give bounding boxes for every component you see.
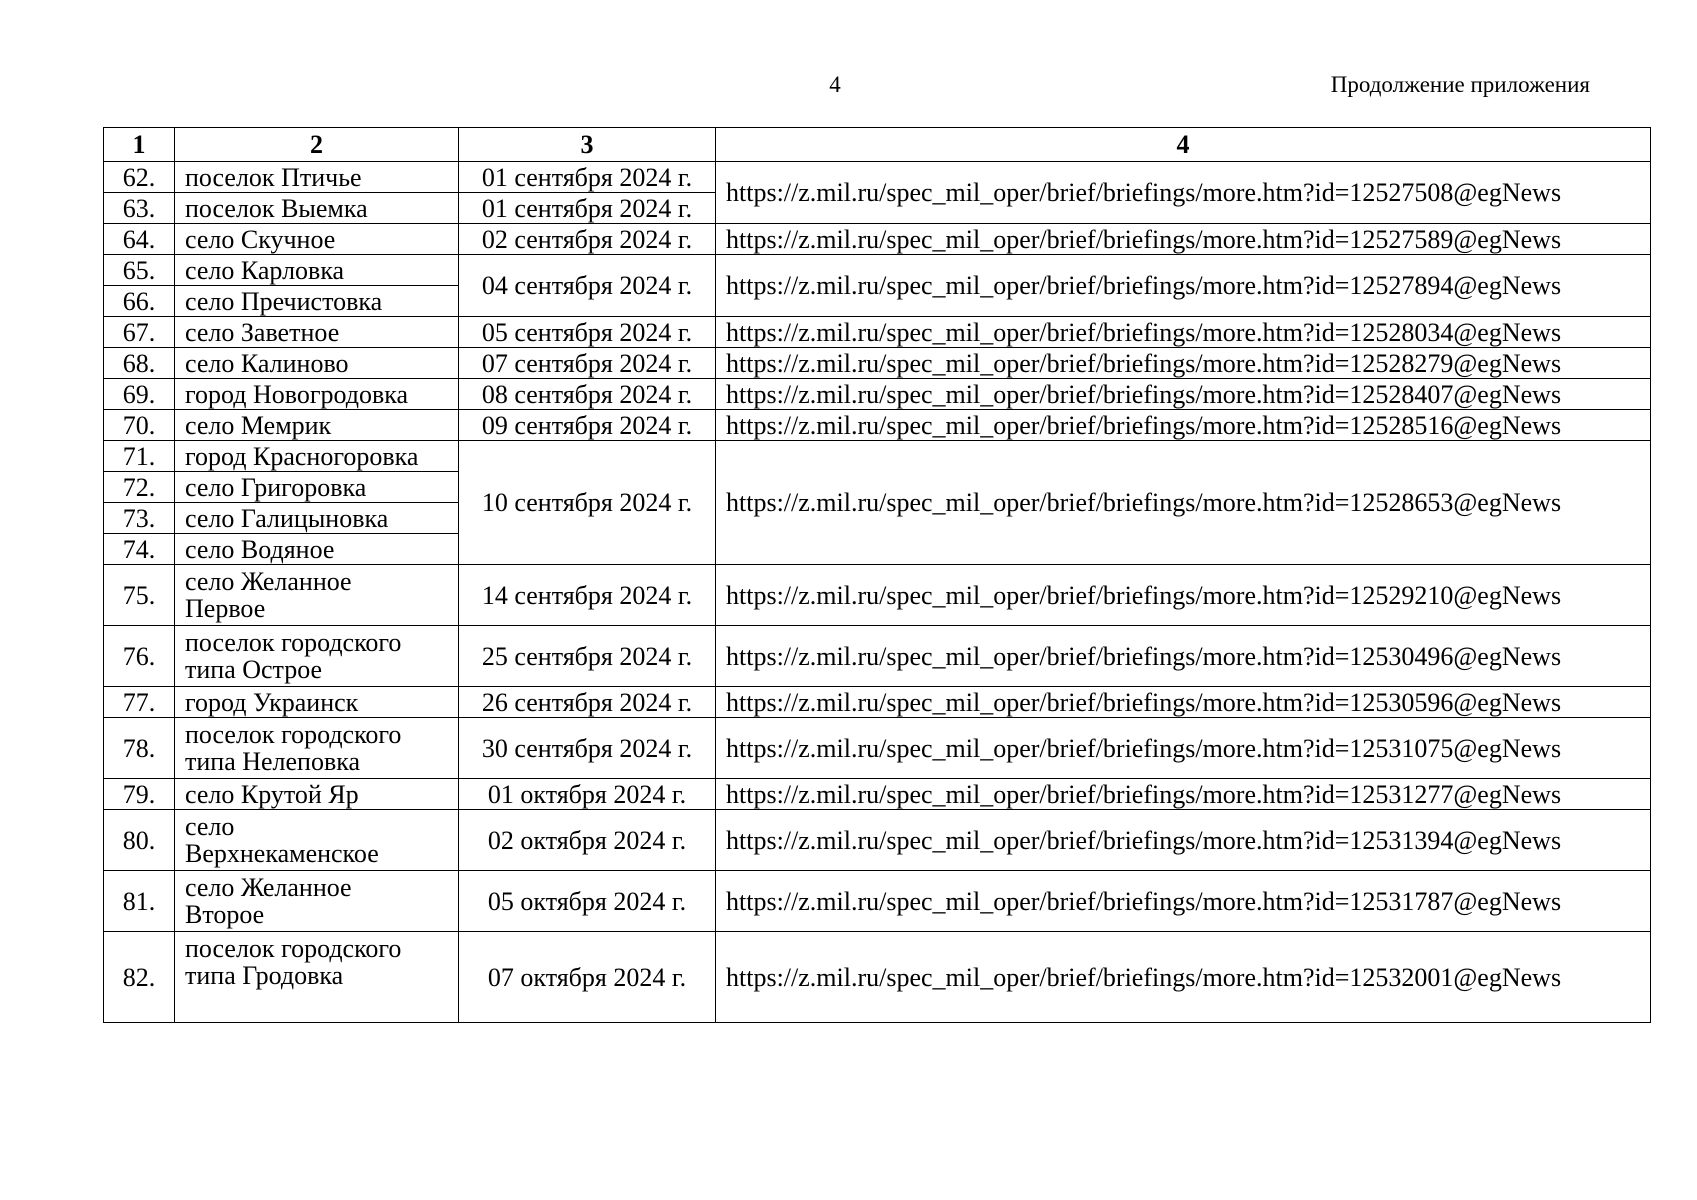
table-row — [104, 255, 1651, 286]
source-link[interactable]: https://z.mil.ru/spec_mil_oper/brief/briefings/more.htm?id=12531394@egNews — [716, 810, 1651, 871]
column-header-3: 3 — [459, 128, 716, 162]
settlements-table — [103, 127, 1651, 1023]
settlement-name: село Заветное — [175, 317, 459, 348]
page-number: 4 — [829, 72, 841, 97]
settlement-name-line1: село Желанное — [185, 567, 352, 596]
settlement-name-line1: село Желанное — [185, 873, 352, 902]
liberation-date: 25 сентября 2024 г. — [459, 626, 716, 687]
settlement-name-line2: Второе — [185, 900, 265, 929]
liberation-date: 01 октября 2024 г. — [459, 779, 716, 810]
table-row — [104, 932, 1651, 1023]
column-header-1: 1 — [104, 128, 175, 162]
settlement-name: село Скучное — [175, 224, 459, 255]
settlement-name — [175, 565, 459, 626]
table-row — [104, 410, 1651, 441]
liberation-date: 05 октября 2024 г. — [459, 871, 716, 932]
table-row — [104, 379, 1651, 410]
row-number: 77. — [104, 687, 175, 718]
table-row — [104, 317, 1651, 348]
source-link[interactable]: https://z.mil.ru/spec_mil_oper/brief/briefings/more.htm?id=12528516@egNews — [716, 410, 1651, 441]
table-row — [104, 718, 1651, 779]
column-header-2: 2 — [175, 128, 459, 162]
table-row — [104, 687, 1651, 718]
settlement-name: село Карловка — [175, 255, 459, 286]
row-number: 80. — [104, 810, 175, 871]
settlement-name: город Красногоровка — [175, 441, 459, 472]
source-link[interactable]: https://z.mil.ru/spec_mil_oper/brief/briefings/more.htm?id=12531787@egNews — [716, 871, 1651, 932]
row-number: 66. — [104, 286, 175, 317]
table-row — [104, 779, 1651, 810]
settlement-name-line2: типа Гродовка — [185, 961, 344, 990]
settlement-name — [175, 626, 459, 687]
table-row — [104, 565, 1651, 626]
source-link[interactable]: https://z.mil.ru/spec_mil_oper/brief/briefings/more.htm?id=12528279@egNews — [716, 348, 1651, 379]
settlement-name — [175, 871, 459, 932]
settlement-name: село Водяное — [175, 534, 459, 565]
settlement-name: село Пречистовка — [175, 286, 459, 317]
table-row — [104, 348, 1651, 379]
row-number: 69. — [104, 379, 175, 410]
source-link[interactable]: https://z.mil.ru/spec_mil_oper/brief/briefings/more.htm?id=12527589@egNews — [716, 224, 1651, 255]
settlement-name-line2: Верхнекаменское — [185, 839, 379, 868]
settlement-name — [175, 932, 459, 1023]
source-link[interactable]: https://z.mil.ru/spec_mil_oper/brief/briefings/more.htm?id=12528407@egNews — [716, 379, 1651, 410]
liberation-date: 30 сентября 2024 г. — [459, 718, 716, 779]
row-number: 62. — [104, 162, 175, 193]
settlement-name — [175, 810, 459, 871]
settlement-name: село Калиново — [175, 348, 459, 379]
liberation-date: 02 октября 2024 г. — [459, 810, 716, 871]
liberation-date: 08 сентября 2024 г. — [459, 379, 716, 410]
row-number: 67. — [104, 317, 175, 348]
liberation-date: 01 сентября 2024 г. — [459, 162, 716, 193]
row-number: 64. — [104, 224, 175, 255]
source-link[interactable]: https://z.mil.ru/spec_mil_oper/brief/briefings/more.htm?id=12528653@egNews — [716, 441, 1651, 565]
row-number: 71. — [104, 441, 175, 472]
row-number: 74. — [104, 534, 175, 565]
source-link[interactable]: https://z.mil.ru/spec_mil_oper/brief/briefings/more.htm?id=12530596@egNews — [716, 687, 1651, 718]
liberation-date: 07 октября 2024 г. — [459, 932, 716, 1023]
settlement-name: город Украинск — [175, 687, 459, 718]
table-row — [104, 441, 1651, 472]
settlement-name-line2: типа Нелеповка — [185, 747, 361, 776]
settlement-name-line1: поселок городского — [185, 934, 402, 963]
settlement-name — [175, 718, 459, 779]
settlement-name: село Галицыновка — [175, 503, 459, 534]
settlement-name-line2: Первое — [185, 594, 266, 623]
row-number: 82. — [104, 932, 175, 1023]
table-row — [104, 162, 1651, 193]
row-number: 63. — [104, 193, 175, 224]
source-link[interactable]: https://z.mil.ru/spec_mil_oper/brief/briefings/more.htm?id=12531277@egNews — [716, 779, 1651, 810]
table-header-row — [104, 128, 1651, 162]
settlement-name-line1: поселок городского — [185, 628, 402, 657]
source-link[interactable]: https://z.mil.ru/spec_mil_oper/brief/briefings/more.htm?id=12532001@egNews — [716, 932, 1651, 1023]
liberation-date: 05 сентября 2024 г. — [459, 317, 716, 348]
liberation-date: 01 сентября 2024 г. — [459, 193, 716, 224]
liberation-date: 26 сентября 2024 г. — [459, 687, 716, 718]
liberation-date: 14 сентября 2024 г. — [459, 565, 716, 626]
row-number: 78. — [104, 718, 175, 779]
row-number: 70. — [104, 410, 175, 441]
liberation-date: 07 сентября 2024 г. — [459, 348, 716, 379]
settlement-name: поселок Птичье — [175, 162, 459, 193]
source-link[interactable]: https://z.mil.ru/spec_mil_oper/brief/briefings/more.htm?id=12531075@egNews — [716, 718, 1651, 779]
settlement-name: село Григоровка — [175, 472, 459, 503]
row-number: 65. — [104, 255, 175, 286]
row-number: 76. — [104, 626, 175, 687]
settlement-name: поселок Выемка — [175, 193, 459, 224]
table-row — [104, 626, 1651, 687]
settlement-name: село Мемрик — [175, 410, 459, 441]
row-number: 79. — [104, 779, 175, 810]
source-link[interactable]: https://z.mil.ru/spec_mil_oper/brief/briefings/more.htm?id=12527508@egNews — [716, 162, 1651, 224]
table-row — [104, 224, 1651, 255]
row-number: 75. — [104, 565, 175, 626]
settlement-name-line2: типа Острое — [185, 655, 323, 684]
liberation-date: 04 сентября 2024 г. — [459, 255, 716, 317]
source-link[interactable]: https://z.mil.ru/spec_mil_oper/brief/briefings/more.htm?id=12528034@egNews — [716, 317, 1651, 348]
liberation-date: 02 сентября 2024 г. — [459, 224, 716, 255]
row-number: 68. — [104, 348, 175, 379]
source-link[interactable]: https://z.mil.ru/spec_mil_oper/brief/briefings/more.htm?id=12529210@egNews — [716, 565, 1651, 626]
table-row — [104, 810, 1651, 871]
settlement-name: село Крутой Яр — [175, 779, 459, 810]
source-link[interactable]: https://z.mil.ru/spec_mil_oper/brief/briefings/more.htm?id=12527894@egNews — [716, 255, 1651, 317]
table-row — [104, 871, 1651, 932]
settlement-name-line1: село — [185, 812, 235, 841]
row-number: 81. — [104, 871, 175, 932]
source-link[interactable]: https://z.mil.ru/spec_mil_oper/brief/briefings/more.htm?id=12530496@egNews — [716, 626, 1651, 687]
column-header-4: 4 — [716, 128, 1651, 162]
continuation-label: Продолжение приложения — [1330, 72, 1590, 97]
liberation-date: 10 сентября 2024 г. — [459, 441, 716, 565]
settlement-name: город Новогродовка — [175, 379, 459, 410]
row-number: 72. — [104, 472, 175, 503]
liberation-date: 09 сентября 2024 г. — [459, 410, 716, 441]
row-number: 73. — [104, 503, 175, 534]
settlement-name-line1: поселок городского — [185, 720, 402, 749]
